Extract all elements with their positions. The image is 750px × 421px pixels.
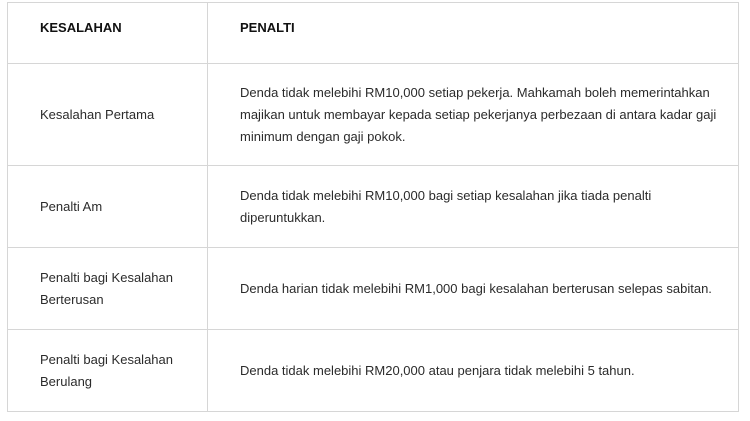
offense-cell: Kesalahan Pertama (8, 64, 208, 166)
header-kesalahan-label: KESALAHAN (40, 20, 122, 35)
table-row (8, 64, 739, 166)
table-row (8, 330, 739, 412)
penalty-cell: Denda harian tidak melebihi RM1,000 bagi kesalahan berterusan selepas sabitan. (208, 248, 739, 330)
table-header-row (8, 3, 739, 64)
header-penalti-label: PENALTI (240, 20, 295, 35)
offense-cell: Penalti Am (8, 166, 208, 248)
table-row (8, 166, 739, 248)
header-penalti (208, 3, 739, 64)
penalty-cell: Denda tidak melebihi RM10,000 bagi setiap kesalahan jika tiada penalti diperuntukkan. (208, 166, 739, 248)
offense-cell: Penalti bagi Kesalahan Berterusan (8, 248, 208, 330)
offense-cell: Penalti bagi Kesalahan Berulang (8, 330, 208, 412)
penalty-table (7, 2, 739, 412)
penalty-cell: Denda tidak melebihi RM20,000 atau penjara tidak melebihi 5 tahun. (208, 330, 739, 412)
penalty-table-container (7, 2, 738, 412)
header-kesalahan (8, 3, 208, 64)
table-row (8, 248, 739, 330)
penalty-cell: Denda tidak melebihi RM10,000 setiap pekerja. Mahkamah boleh memerintahkan majikan untuk membayar kepada setiap pekerjanya perbezaan di antara kadar gaji minimum dengan gaji pokok. (208, 64, 739, 166)
